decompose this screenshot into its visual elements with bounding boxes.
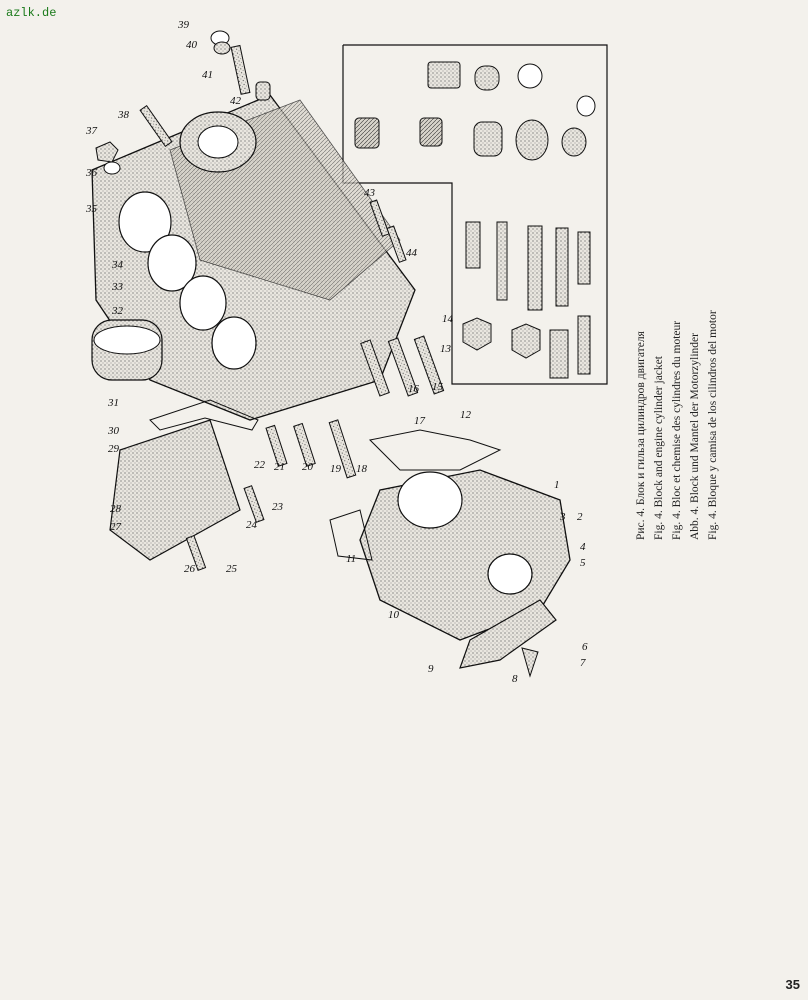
callout-17: 17: [414, 415, 425, 427]
caption-de: Abb. 4. Block und Mantel der Motorzylinder: [689, 333, 701, 540]
callout-24: 24: [246, 519, 257, 531]
callout-33: 33: [112, 281, 123, 293]
callout-14: 14: [442, 313, 453, 325]
callout-3: 3: [560, 511, 566, 523]
caption-es: Fig. 4. Bloque y camisa de los cilindros del motor: [707, 310, 719, 540]
callout-42: 42: [230, 95, 241, 107]
caption-ru: Рис. 4. Блок и гильза цилиндров двигателя: [635, 331, 647, 540]
caption-en: Fig. 4. Block and engine cylinder jacket: [653, 356, 665, 540]
callout-26: 26: [184, 563, 195, 575]
callout-1: 1: [554, 479, 560, 491]
callout-22: 22: [254, 459, 265, 471]
callout-43: 43: [364, 187, 375, 199]
callout-5: 5: [580, 557, 586, 569]
caption-fr: Fig. 4. Bloc et chemise des cylindres du moteur: [671, 320, 683, 540]
callout-39: 39: [178, 19, 189, 31]
callout-4: 4: [580, 541, 586, 553]
callout-41: 41: [202, 69, 213, 81]
callout-6: 6: [582, 641, 588, 653]
callout-8: 8: [512, 673, 518, 685]
callout-30: 30: [108, 425, 119, 437]
callout-28: 28: [110, 503, 121, 515]
callout-34: 34: [112, 259, 123, 271]
callout-27: 27: [110, 521, 121, 533]
callout-21: 21: [274, 461, 285, 473]
callout-10: 10: [388, 609, 399, 621]
callout-15: 15: [432, 381, 443, 393]
callout-20: 20: [302, 461, 313, 473]
callout-13: 13: [440, 343, 451, 355]
callout-31: 31: [108, 397, 119, 409]
callout-40: 40: [186, 39, 197, 51]
callout-9: 9: [428, 663, 434, 675]
callout-16: 16: [408, 383, 419, 395]
callout-11: 11: [346, 553, 357, 565]
callout-12: 12: [460, 409, 471, 421]
site-label: azlk.de: [6, 6, 57, 20]
callout-18: 18: [356, 463, 367, 475]
callout-23: 23: [272, 501, 283, 513]
side-cover: [110, 400, 356, 570]
callout-37: 37: [86, 125, 97, 137]
callout-29: 29: [108, 443, 119, 455]
cylinder-block: [92, 95, 444, 420]
callout-2: 2: [577, 511, 583, 523]
callout-25: 25: [226, 563, 237, 575]
callout-44: 44: [406, 247, 417, 259]
callout-36: 36: [86, 167, 97, 179]
callout-19: 19: [330, 463, 341, 475]
callout-7: 7: [580, 657, 586, 669]
page-number: 35: [785, 977, 800, 992]
callout-32: 32: [112, 305, 123, 317]
callout-35: 35: [86, 203, 97, 215]
callout-38: 38: [118, 109, 129, 121]
